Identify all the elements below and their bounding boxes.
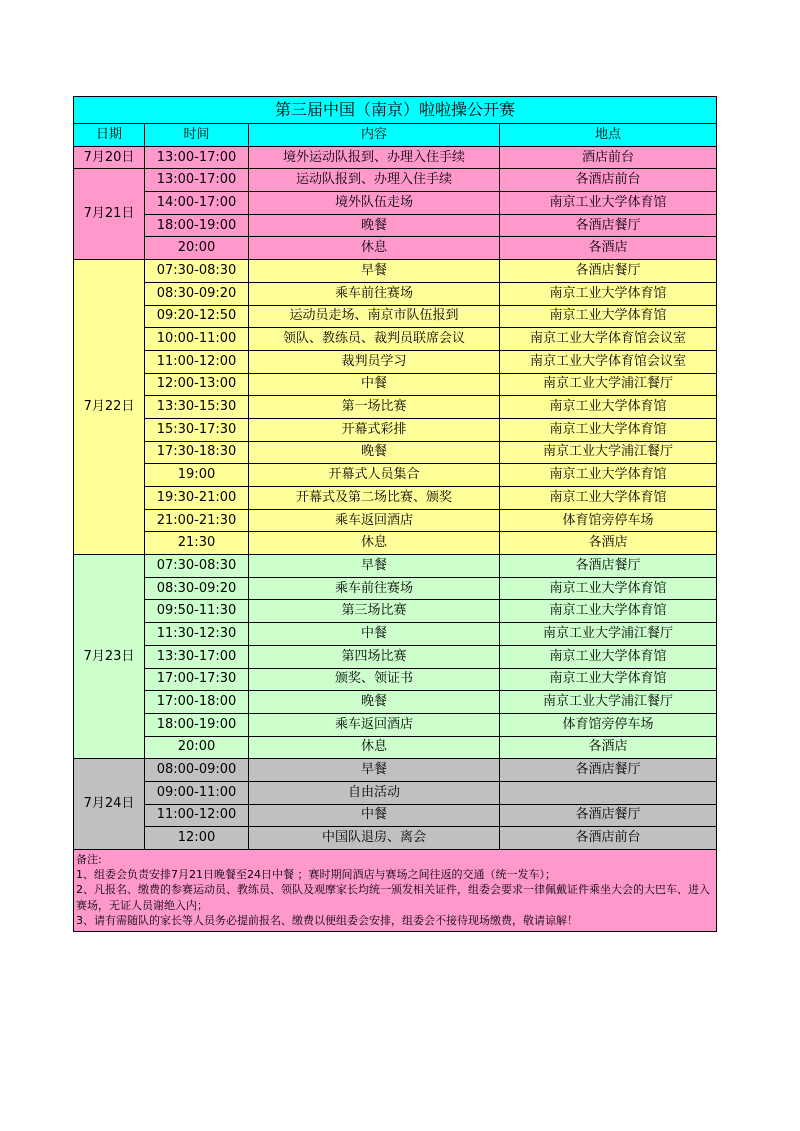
content-cell: 开幕式彩排 [249,418,500,441]
content-cell: 晚餐 [249,214,500,237]
schedule-row [74,600,717,623]
note-line-2: 2、凡报名、缴费的参赛运动员、教练员、领队及观摩家长均统一颁发相关证件，组委会要求一律佩戴证件乘坐大会的大巴车、进入赛场，无证人员谢绝入内； [76,883,710,912]
place-cell: 各酒店前台 [500,169,717,192]
date-cell: 7月22日 [74,260,145,555]
time-cell: 09:20-12:50 [145,305,249,328]
place-cell: 南京工业大学体育馆 [500,396,717,419]
schedule-row [74,623,717,646]
content-cell: 中餐 [249,373,500,396]
content-cell: 晚餐 [249,441,500,464]
schedule-row [74,282,717,305]
schedule-row [74,804,717,827]
schedule-row [74,827,717,850]
time-cell: 07:30-08:30 [145,260,249,283]
content-cell: 裁判员学习 [249,350,500,373]
content-cell: 第一场比赛 [249,396,500,419]
schedule-row [74,192,717,215]
place-cell: 南京工业大学浦江餐厅 [500,623,717,646]
header-place: 地点 [500,124,717,147]
time-cell: 17:00-17:30 [145,668,249,691]
content-cell: 乘车返回酒店 [249,713,500,736]
time-cell: 14:00-17:00 [145,192,249,215]
content-cell: 开幕式人员集合 [249,464,500,487]
header-time: 时间 [145,124,249,147]
notes-body [74,850,717,932]
place-cell: 各酒店餐厅 [500,759,717,782]
schedule-row [74,532,717,555]
place-cell: 各酒店餐厅 [500,214,717,237]
schedule-row [74,668,717,691]
note-line-1: 1、组委会负责安排7月21日晚餐至24日中餐 ；赛时期间酒店与赛场之间往返的交通（统一发车）； [76,868,556,882]
place-cell: 各酒店餐厅 [500,555,717,578]
content-cell: 第四场比赛 [249,645,500,668]
place-cell: 南京工业大学体育馆 [500,577,717,600]
time-cell: 13:30-17:00 [145,645,249,668]
schedule-row [74,509,717,532]
place-cell: 体育馆旁停车场 [500,509,717,532]
place-cell: 南京工业大学浦江餐厅 [500,691,717,714]
content-cell: 运动队报到、办理入住手续 [249,169,500,192]
time-cell: 19:30-21:00 [145,487,249,510]
time-cell: 09:50-11:30 [145,600,249,623]
time-cell: 08:30-09:20 [145,577,249,600]
time-cell: 18:00-19:00 [145,214,249,237]
time-cell: 11:00-12:00 [145,804,249,827]
time-cell: 08:30-09:20 [145,282,249,305]
date-cell: 7月20日 [74,146,145,169]
date-cell: 7月24日 [74,759,145,850]
schedule-row [74,328,717,351]
time-cell: 20:00 [145,237,249,260]
content-cell: 早餐 [249,555,500,578]
time-cell: 13:00-17:00 [145,169,249,192]
schedule-row [74,736,717,759]
time-cell: 18:00-19:00 [145,713,249,736]
place-cell: 南京工业大学体育馆 [500,487,717,510]
place-cell: 南京工业大学体育馆 [500,645,717,668]
place-cell: 南京工业大学体育馆 [500,282,717,305]
schedule-row [74,487,717,510]
title-row [74,97,717,124]
time-cell: 19:00 [145,464,249,487]
notes-row [74,850,717,932]
schedule-row [74,237,717,260]
note-line-3: 3、请有需随队的家长等人员务必提前报名、缴费以便组委会安排，组委会不接待现场缴费，敬请谅解！ [76,913,578,927]
schedule-row [74,418,717,441]
place-cell: 各酒店 [500,532,717,555]
content-cell: 休息 [249,532,500,555]
place-cell: 南京工业大学体育馆会议室 [500,350,717,373]
notes-heading: 备注: [76,853,102,866]
place-cell: 酒店前台 [500,146,717,169]
date-cell: 7月23日 [74,555,145,759]
content-cell: 颁奖、领证书 [249,668,500,691]
schedule-title: 第三届中国（南京）啦啦操公开赛 [74,97,717,124]
content-cell: 境外运动队报到、办理入住手续 [249,146,500,169]
schedule-row [74,781,717,804]
content-cell: 乘车返回酒店 [249,509,500,532]
place-cell: 各酒店 [500,237,717,260]
schedule-row [74,260,717,283]
place-cell: 南京工业大学体育馆 [500,464,717,487]
time-cell: 21:00-21:30 [145,509,249,532]
place-cell: 南京工业大学体育馆 [500,418,717,441]
schedule-row [74,555,717,578]
place-cell: 各酒店 [500,736,717,759]
time-cell: 12:00-13:00 [145,373,249,396]
place-cell: 南京工业大学体育馆会议室 [500,328,717,351]
schedule-row [74,396,717,419]
schedule-row [74,441,717,464]
place-cell: 南京工业大学体育馆 [500,600,717,623]
time-cell: 17:30-18:30 [145,441,249,464]
notes-cell [74,850,717,932]
content-cell: 早餐 [249,260,500,283]
schedule-row [74,645,717,668]
content-cell: 休息 [249,736,500,759]
time-cell: 13:30-15:30 [145,396,249,419]
schedule-row [74,373,717,396]
content-cell: 开幕式及第二场比赛、颁奖 [249,487,500,510]
place-cell: 体育馆旁停车场 [500,713,717,736]
time-cell: 13:00-17:00 [145,146,249,169]
place-cell [500,781,717,804]
content-cell: 中餐 [249,804,500,827]
content-cell: 乘车前往赛场 [249,282,500,305]
time-cell: 21:30 [145,532,249,555]
schedule-row [74,691,717,714]
content-cell: 领队、教练员、裁判员联席会议 [249,328,500,351]
place-cell: 南京工业大学浦江餐厅 [500,373,717,396]
content-cell: 中国队退房、离会 [249,827,500,850]
schedule-row [74,464,717,487]
content-cell: 早餐 [249,759,500,782]
content-cell: 第三场比赛 [249,600,500,623]
schedule-table [73,96,717,932]
date-cell: 7月21日 [74,169,145,260]
place-cell: 各酒店前台 [500,827,717,850]
place-cell: 南京工业大学体育馆 [500,668,717,691]
content-cell: 乘车前往赛场 [249,577,500,600]
content-cell: 境外队伍走场 [249,192,500,215]
schedule-row [74,577,717,600]
time-cell: 07:30-08:30 [145,555,249,578]
content-cell: 中餐 [249,623,500,646]
place-cell: 南京工业大学浦江餐厅 [500,441,717,464]
header-row [74,124,717,147]
place-cell: 南京工业大学体育馆 [500,192,717,215]
header-date: 日期 [74,124,145,147]
schedule-body [74,97,717,850]
content-cell: 休息 [249,237,500,260]
time-cell: 11:30-12:30 [145,623,249,646]
header-content: 内容 [249,124,500,147]
content-cell: 自由活动 [249,781,500,804]
schedule-row [74,713,717,736]
schedule-row [74,759,717,782]
schedule-row [74,305,717,328]
time-cell: 15:30-17:30 [145,418,249,441]
content-cell: 晚餐 [249,691,500,714]
schedule-row [74,350,717,373]
place-cell: 各酒店餐厅 [500,804,717,827]
place-cell: 各酒店餐厅 [500,260,717,283]
time-cell: 09:00-11:00 [145,781,249,804]
time-cell: 17:00-18:00 [145,691,249,714]
schedule-row [74,146,717,169]
place-cell: 南京工业大学体育馆 [500,305,717,328]
time-cell: 08:00-09:00 [145,759,249,782]
time-cell: 20:00 [145,736,249,759]
schedule-row [74,214,717,237]
time-cell: 10:00-11:00 [145,328,249,351]
time-cell: 11:00-12:00 [145,350,249,373]
time-cell: 12:00 [145,827,249,850]
schedule-row [74,169,717,192]
content-cell: 运动员走场、南京市队伍报到 [249,305,500,328]
